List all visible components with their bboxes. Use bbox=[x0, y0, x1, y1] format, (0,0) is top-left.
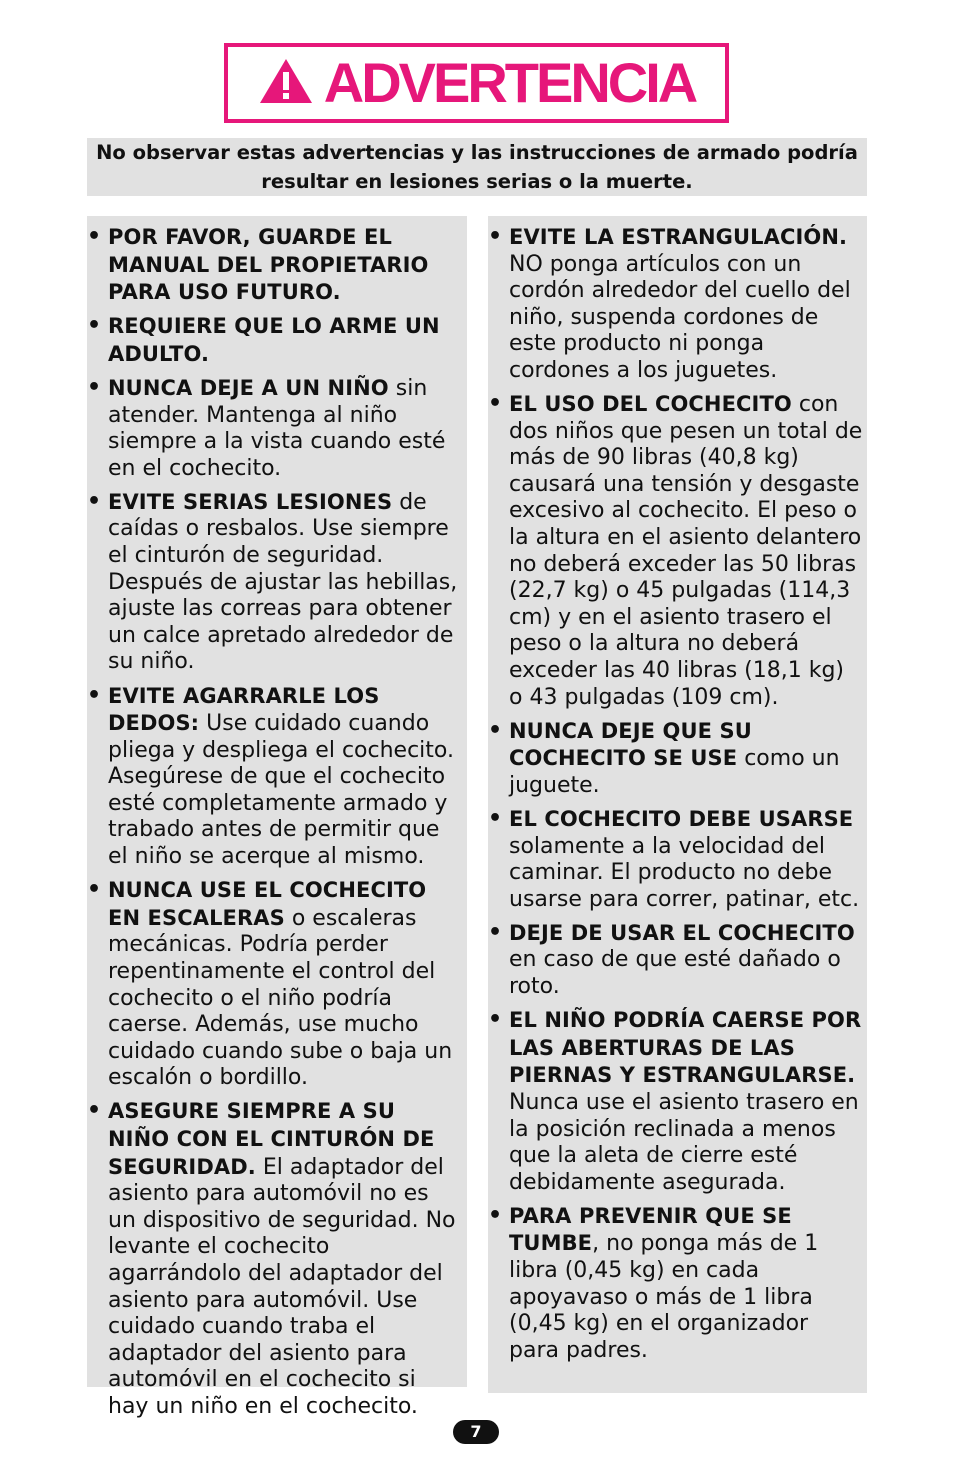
warning-item-text: solamente a la velocidad del caminar. El producto no debe usarse para correr, patinar, etc. bbox=[509, 833, 860, 912]
warning-item bbox=[488, 391, 863, 711]
warning-item bbox=[87, 224, 463, 307]
left-warning-list bbox=[87, 224, 463, 1421]
warning-item-heading: NUNCA DEJE QUE SU COCHECITO SE USE bbox=[509, 718, 752, 771]
warning-item-text: Nunca use el asiento trasero en la posición reclinada a menos que la aleta de cierre esté debidamente asegurada. bbox=[509, 1089, 859, 1195]
warning-item-text: o escaleras mecánicas. Podría perder repentinamente el control del cochecito o el niño podría caerse. Además, use mucho cuidado cuando sube o baja un escalón o bordillo. bbox=[108, 905, 453, 1091]
warning-item bbox=[87, 375, 463, 482]
warning-item-text: , no ponga más de 1 libra (0,45 kg) en cada apoyavaso o más de 1 libra (0,45 kg) en el organizador para padres. bbox=[509, 1231, 819, 1363]
warning-triangle-icon bbox=[258, 56, 314, 110]
left-warning-column bbox=[87, 216, 467, 1419]
warning-item-heading: EL COCHECITO DEBE USARSE bbox=[509, 806, 854, 831]
warning-item bbox=[488, 718, 863, 800]
warning-item bbox=[87, 877, 463, 1092]
page-number: 7 bbox=[453, 1420, 499, 1444]
warning-item-heading: PARA PREVENIR QUE SE TUMBE bbox=[509, 1203, 792, 1256]
warning-item-heading: EVITE AGARRARLE LOS DEDOS: bbox=[108, 683, 380, 736]
warning-item-text: El adaptador del asiento para automóvil no es un dispositivo de seguridad. No levante el cochecito agarrándolo del adaptador del asiento para automóvil. Use cuidado cuando traba el adaptador del asiento para automóvil en el cochecito si hay un niño en el cochecito. bbox=[108, 1154, 456, 1419]
banner-title: ADVERTENCIA bbox=[323, 51, 696, 114]
warning-item-text: de caídas o resbalos. Use siempre el cinturón de seguridad. Después de ajustar las hebillas, ajuste las correas para obtener un calce apretado alrededor de su niño. bbox=[108, 489, 458, 675]
warning-item bbox=[488, 1007, 863, 1196]
warning-item bbox=[488, 806, 863, 913]
warning-item-text: como un juguete. bbox=[509, 746, 840, 798]
warning-item-heading: POR FAVOR, GUARDE EL MANUAL DEL PROPIETARIO PARA USO FUTURO. bbox=[108, 225, 429, 305]
right-warning-list bbox=[488, 224, 863, 1364]
warning-item-text: sin atender. Mantenga al niño siempre a la vista cuando esté en el cochecito. bbox=[108, 375, 446, 481]
warning-item-heading: NUNCA DEJE A UN NIÑO bbox=[108, 375, 389, 400]
warning-item bbox=[488, 224, 863, 385]
right-warning-column bbox=[488, 216, 867, 1393]
warning-item-heading: REQUIERE QUE LO ARME UN ADULTO. bbox=[108, 314, 440, 366]
warning-item-heading: DEJE DE USAR EL COCHECITO bbox=[509, 920, 855, 945]
warning-item-text: con dos niños que pesen un total de más de 90 libras (40,8 kg) causará una tensión y desgaste excesivo al cochecito. El peso o la altura en el asiento delantero no deberá exceder las 50 libras (22,7 kg) o 45 pulgadas (114,3 cm) y en el asiento trasero el peso o la altura no deberá exceder las 40 libras (18,1 kg) o 43 pulgadas (109 cm). bbox=[509, 392, 863, 710]
warning-item-heading: EVITE SERIAS LESIONES bbox=[108, 489, 393, 514]
warning-item-heading: EVITE LA ESTRANGULACIÓN. bbox=[509, 225, 848, 249]
warning-banner bbox=[224, 43, 729, 123]
warning-item-heading: NUNCA USE EL COCHECITO EN ESCALERAS bbox=[108, 878, 427, 930]
warning-item bbox=[87, 313, 463, 368]
warning-item-text: en caso de que esté dañado o roto. bbox=[509, 947, 841, 1000]
warning-item bbox=[87, 1098, 463, 1420]
warning-item bbox=[488, 920, 863, 1001]
warning-item-heading: EL NIÑO PODRÍA CAERSE POR LAS ABERTURAS DE LAS PIERNAS Y ESTRANGULARSE. bbox=[509, 1008, 862, 1088]
intro-notice: No observar estas advertencias y las instrucciones de armado podría resultar en lesiones serias o la muerte. bbox=[87, 138, 867, 196]
warning-item-heading: EL USO DEL COCHECITO bbox=[509, 392, 792, 417]
warning-item bbox=[87, 489, 463, 676]
warning-item-heading: ASEGURE SIEMPRE A SU NIÑO CON EL CINTURÓN DE SEGURIDAD. bbox=[108, 1099, 435, 1179]
warning-item bbox=[87, 683, 463, 871]
warning-item-text: Use cuidado cuando pliega y despliega el cochecito. Asegúrese de que el cochecito esté completamente armado y trabado antes de permitir que el niño se acerque al mismo. bbox=[108, 711, 454, 870]
warning-item-text: NO ponga artículos con un cordón alrededor del cuello del niño, suspenda cordones de este producto ni ponga cordones a los juguetes. bbox=[509, 251, 851, 383]
warning-item bbox=[488, 1203, 863, 1365]
